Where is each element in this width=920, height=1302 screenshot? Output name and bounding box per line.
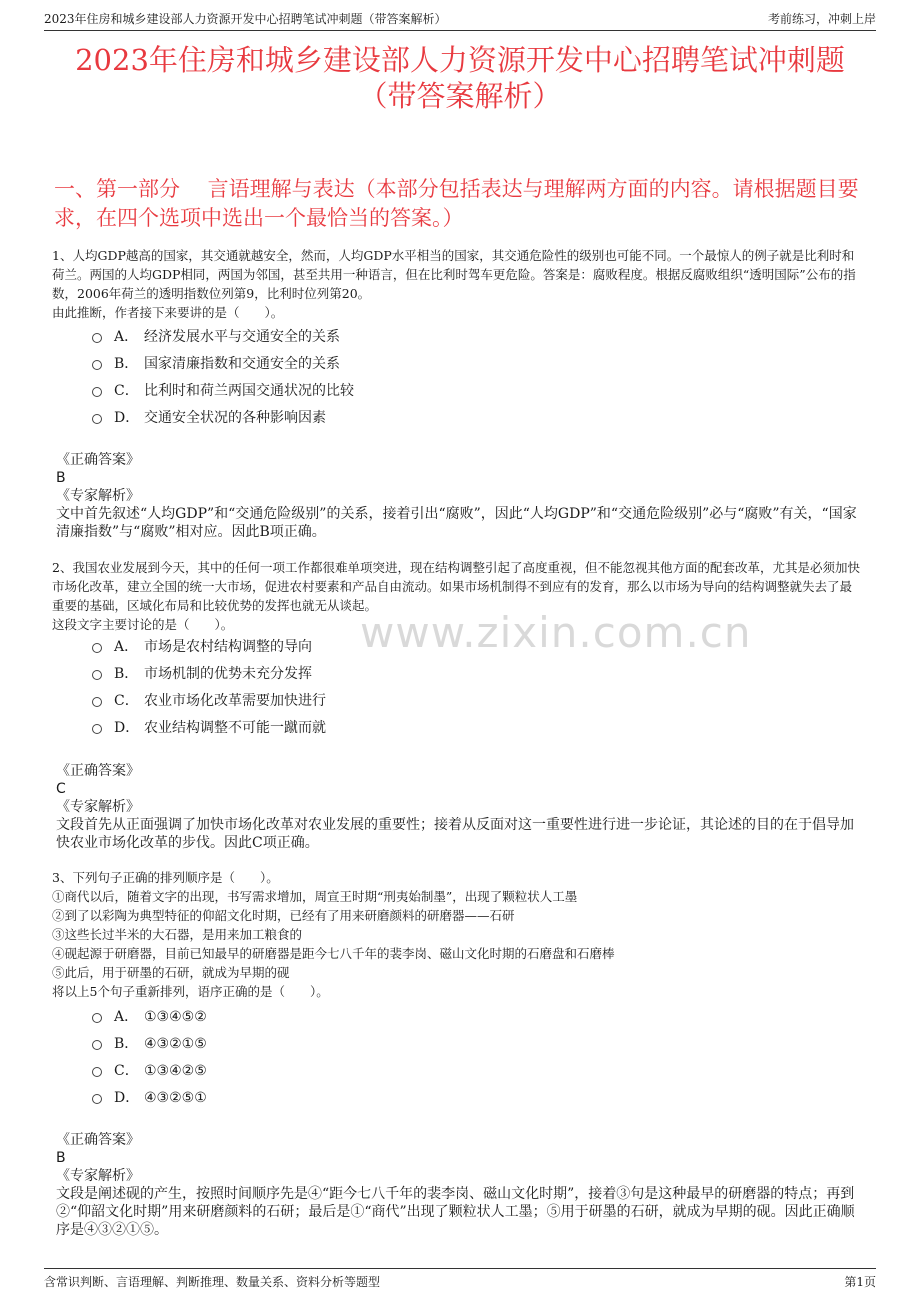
option-a[interactable]: A． ①③④⑤②: [92, 1004, 692, 1031]
answer-label: 《正确答案》: [56, 763, 140, 779]
document-title: [44, 42, 876, 114]
option-c[interactable]: C． ①③④②⑤: [92, 1058, 692, 1085]
page-header: [44, 8, 876, 31]
option-text: ①③④②⑤: [144, 1063, 207, 1079]
question-3-stem: [52, 868, 862, 1001]
option-d[interactable]: D． 交通安全状况的各种影响因素: [92, 405, 692, 432]
analysis-label: 《专家解析》: [56, 488, 140, 504]
radio-icon[interactable]: [92, 724, 102, 734]
radio-icon[interactable]: [92, 1013, 102, 1023]
option-b[interactable]: B． 市场机制的优势未充分发挥: [92, 661, 692, 688]
question-stem-line: ①商代以后，随着文字的出现，书写需求增加，周宣王时期“刑夷始制墨”，出现了颗粒状人工墨: [52, 889, 578, 904]
header-slogan: 考前练习，冲刺上岸: [767, 12, 876, 26]
option-b[interactable]: B． ④③②①⑤: [92, 1031, 692, 1058]
option-text: 比利时和荷兰两国交通状况的比较: [144, 383, 354, 399]
option-text: ④③②⑤①: [144, 1090, 207, 1106]
option-a[interactable]: A． 经济发展水平与交通安全的关系: [92, 324, 692, 351]
question-3-answer: [56, 1131, 862, 1239]
radio-icon[interactable]: [92, 1067, 102, 1077]
option-c[interactable]: C． 比利时和荷兰两国交通状况的比较: [92, 378, 692, 405]
question-stem-text: 1、人均GDP越高的国家，其交通就越安全，然而，人均GDP水平相当的国家，其交通危险性的级别也可能不同。一个最惊人的例子就是比利时和荷兰。两国的人均GDP相同，两国为邻国，甚至共用一种语言，但在比利时驾车更危险。答案是：腐败程度。根据反腐败组织“透明国际”公布的指数，2006年荷兰的透明指数位列第9，比利时位列第20。: [52, 248, 856, 301]
analysis-text: 文段首先从正面强调了加快市场化改革对农业发展的重要性；接着从反面对这一重要性进行进一步论证，其论述的目的在于倡导加快农业市场化改革的步伐。因此C项正确。: [56, 817, 854, 851]
page-footer: [44, 1268, 876, 1291]
radio-icon[interactable]: [92, 414, 102, 424]
question-3-options: [92, 1004, 692, 1112]
question-1-answer: [56, 451, 862, 541]
question-stem-line: ③这些长过半米的大石器，是用来加工粮食的: [52, 927, 303, 942]
answer-label: 《正确答案》: [56, 452, 140, 468]
title-line-1: 2023年住房和城乡建设部人力资源开发中心招聘笔试冲刺题: [75, 43, 845, 77]
radio-icon[interactable]: [92, 387, 102, 397]
option-text: 国家清廉指数和交通安全的关系: [144, 356, 340, 372]
question-1-options: [92, 324, 692, 432]
radio-icon[interactable]: [92, 697, 102, 707]
radio-icon[interactable]: [92, 670, 102, 680]
option-c[interactable]: C． 农业市场化改革需要加快进行: [92, 688, 692, 715]
question-prompt: 将以上5个句子重新排列，语序正确的是（ ）。: [52, 984, 329, 999]
option-text: 市场机制的优势未充分发挥: [144, 666, 312, 682]
analysis-label: 《专家解析》: [56, 1168, 140, 1184]
answer-value: C: [56, 781, 66, 797]
radio-icon[interactable]: [92, 1094, 102, 1104]
option-text: ④③②①⑤: [144, 1036, 207, 1052]
question-prompt: 由此推断，作者接下来要讲的是（ ）。: [52, 305, 284, 320]
option-text: 市场是农村结构调整的导向: [144, 639, 312, 655]
option-text: 交通安全状况的各种影响因素: [144, 410, 326, 426]
option-text: 农业结构调整不可能一蹴而就: [144, 720, 326, 736]
header-doc-title: 2023年住房和城乡建设部人力资源开发中心招聘笔试冲刺题（带答案解析）: [44, 12, 447, 26]
question-stem-line: 3、下列句子正确的排列顺序是（ ）。: [52, 870, 279, 885]
analysis-text: 文段是阐述砚的产生，按照时间顺序先是④“距今七八千年的裴李岗、磁山文化时期”，接着③句是这种最早的研磨器的特点；再到②“仰韶文化时期”用来研磨颜料的石研；最后是①“商代”出现了颗粒状人工墨；⑤用于研墨的石研，就成为早期的砚。因此正确顺序是④③②①⑤。: [56, 1186, 855, 1238]
answer-value: B: [56, 1150, 66, 1166]
answer-label: 《正确答案》: [56, 1132, 140, 1148]
radio-icon[interactable]: [92, 643, 102, 653]
title-line-2: （带答案解析）: [358, 79, 562, 113]
answer-value: B: [56, 470, 66, 486]
option-b[interactable]: B． 国家清廉指数和交通安全的关系: [92, 351, 692, 378]
question-prompt: 这段文字主要讨论的是（ ）。: [52, 617, 234, 632]
radio-icon[interactable]: [92, 360, 102, 370]
question-stem-line: ⑤此后，用于研墨的石研，就成为早期的砚: [52, 965, 290, 980]
radio-icon[interactable]: [92, 1040, 102, 1050]
option-d[interactable]: D． ④③②⑤①: [92, 1085, 692, 1112]
question-2-options: [92, 634, 692, 742]
radio-icon[interactable]: [92, 333, 102, 343]
question-stem-line: ②到了以彩陶为典型特征的仰韶文化时期，已经有了用来研磨颜料的研磨器——石研: [52, 908, 515, 923]
watermark: www.zixin.com.cn: [360, 608, 752, 657]
question-stem-line: ④砚起源于研磨器，目前已知最早的研磨器是距今七八千年的裴李岗、磁山文化时期的石磨盘和石磨棒: [52, 946, 615, 961]
footer-topics: 含常识判断、言语理解、判断推理、数量关系、资料分析等题型: [44, 1275, 381, 1289]
question-2-stem: [52, 558, 862, 634]
page-number: 第1页: [844, 1275, 876, 1289]
question-1-stem: [52, 246, 862, 322]
question-stem-text: 2、我国农业发展到今天，其中的任何一项工作都很难单项突进，现在结构调整引起了高度重视，但不能忽视其他方面的配套改革，尤其是必须加快市场化改革，建立全国的统一大市场，促进农村要素和产品自由流动。如果市场机制得不到应有的发育，那么以市场为导向的结构调整就失去了最重要的基础，区域化布局和比较优势的发挥也就无从谈起。: [52, 560, 860, 613]
option-a[interactable]: A． 市场是农村结构调整的导向: [92, 634, 692, 661]
option-text: 农业市场化改革需要加快进行: [144, 693, 326, 709]
option-text: ①③④⑤②: [144, 1009, 207, 1025]
option-d[interactable]: D． 农业结构调整不可能一蹴而就: [92, 715, 692, 742]
analysis-label: 《专家解析》: [56, 799, 140, 815]
section-heading: 一、第一部分 言语理解与表达（本部分包括表达与理解两方面的内容。请根据题目要求，在四个选项中选出一个最恰当的答案。）: [54, 177, 859, 230]
question-2-answer: [56, 762, 862, 852]
analysis-text: 文中首先叙述“人均GDP”和“交通危险级别”的关系，接着引出“腐败”，因此“人均GDP”和“交通危险级别”必与“腐败”有关，“国家清廉指数”与“腐败”相对应。因此B项正确。: [56, 506, 857, 540]
option-text: 经济发展水平与交通安全的关系: [144, 329, 340, 345]
